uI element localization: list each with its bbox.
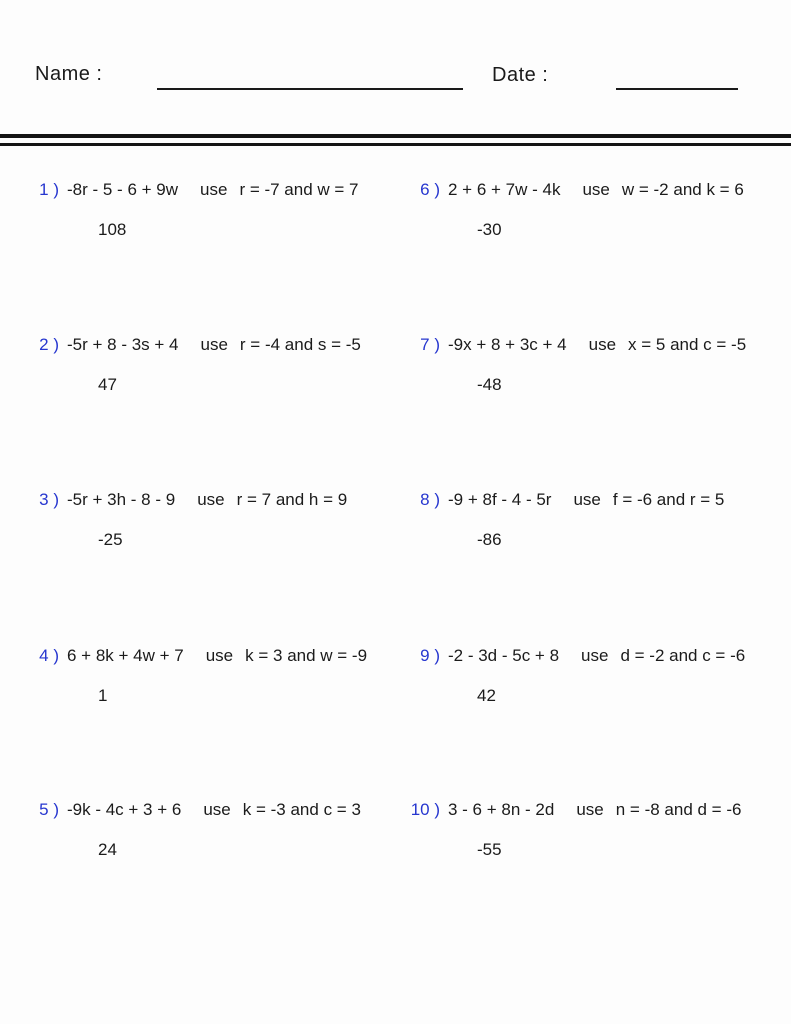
use-label: use — [573, 490, 601, 509]
header-divider-rule — [0, 134, 791, 146]
problem-expression: -8r - 5 - 6 + 9w — [67, 180, 179, 199]
problem-line — [33, 180, 393, 200]
problem-expression: -5r + 8 - 3s + 4 — [67, 335, 179, 354]
answer-value: -25 — [98, 530, 123, 549]
problem-expression: -9k - 4c + 3 + 6 — [67, 800, 182, 819]
answer-value: -55 — [477, 840, 502, 859]
substitution-values: n = -8 and d = -6 — [615, 800, 742, 819]
substitution-values: x = 5 and c = -5 — [628, 335, 747, 354]
answer-value: 24 — [98, 840, 117, 859]
problem-item-4 — [33, 646, 393, 706]
answer-value: -48 — [477, 375, 502, 394]
problem-expression: -9 + 8f - 4 - 5r — [448, 490, 552, 509]
use-label: use — [576, 800, 604, 819]
problem-number: 9 ) — [420, 646, 440, 665]
use-label: use — [200, 335, 228, 354]
problem-item-8 — [400, 490, 790, 550]
answer-value: -86 — [477, 530, 502, 549]
problem-expression: -5r + 3h - 8 - 9 — [67, 490, 176, 509]
problem-item-9 — [400, 646, 790, 706]
use-label: use — [197, 490, 225, 509]
substitution-values: k = 3 and w = -9 — [245, 646, 368, 665]
substitution-values: f = -6 and r = 5 — [612, 490, 725, 509]
problem-number: 7 ) — [420, 335, 440, 354]
problem-line — [400, 335, 790, 355]
problem-item-5 — [33, 800, 393, 860]
use-label: use — [200, 180, 228, 199]
problem-item-7 — [400, 335, 790, 395]
problem-expression: 6 + 8k + 4w + 7 — [67, 646, 184, 665]
substitution-values: w = -2 and k = 6 — [621, 180, 744, 199]
problem-line — [33, 490, 393, 510]
problem-number: 4 ) — [39, 646, 59, 665]
problem-item-1 — [33, 180, 393, 240]
use-label: use — [582, 180, 610, 199]
problem-expression: 3 - 6 + 8n - 2d — [448, 800, 555, 819]
problem-line — [400, 646, 790, 666]
problem-item-2 — [33, 335, 393, 395]
problem-line — [33, 646, 393, 666]
use-label: use — [581, 646, 609, 665]
substitution-values: r = -7 and w = 7 — [239, 180, 359, 199]
use-label: use — [588, 335, 617, 354]
problem-item-10 — [400, 800, 790, 860]
problem-number: 3 ) — [39, 490, 59, 509]
problem-number: 6 ) — [420, 180, 440, 199]
answer-value: -30 — [477, 220, 502, 239]
substitution-values: r = -4 and s = -5 — [239, 335, 361, 354]
answer-value: 42 — [477, 686, 496, 705]
problem-number: 5 ) — [39, 800, 59, 819]
problem-line — [33, 335, 393, 355]
substitution-values: r = 7 and h = 9 — [236, 490, 348, 509]
use-label: use — [205, 646, 234, 665]
problem-line — [400, 800, 790, 820]
substitution-values: k = -3 and c = 3 — [242, 800, 361, 819]
use-label: use — [203, 800, 231, 819]
problem-expression: 2 + 6 + 7w - 4k — [448, 180, 561, 199]
date-fill-line — [616, 88, 738, 90]
problem-item-3 — [33, 490, 393, 550]
problem-number: 8 ) — [420, 490, 440, 509]
answer-value: 47 — [98, 375, 117, 394]
problem-number: 10 ) — [410, 800, 440, 819]
problem-number: 2 ) — [39, 335, 59, 354]
answer-value: 1 — [98, 686, 108, 705]
problem-line — [400, 180, 790, 200]
date-label: Date : — [492, 64, 549, 86]
problem-expression: -9x + 8 + 3c + 4 — [448, 335, 567, 354]
problem-number: 1 ) — [39, 180, 59, 199]
substitution-values: d = -2 and c = -6 — [620, 646, 746, 665]
name-label: Name : — [35, 63, 103, 85]
problem-item-6 — [400, 180, 790, 240]
name-fill-line — [157, 88, 463, 90]
answer-value: 108 — [98, 220, 127, 239]
problem-line — [400, 490, 790, 510]
problem-line — [33, 800, 393, 820]
problem-expression: -2 - 3d - 5c + 8 — [448, 646, 560, 665]
